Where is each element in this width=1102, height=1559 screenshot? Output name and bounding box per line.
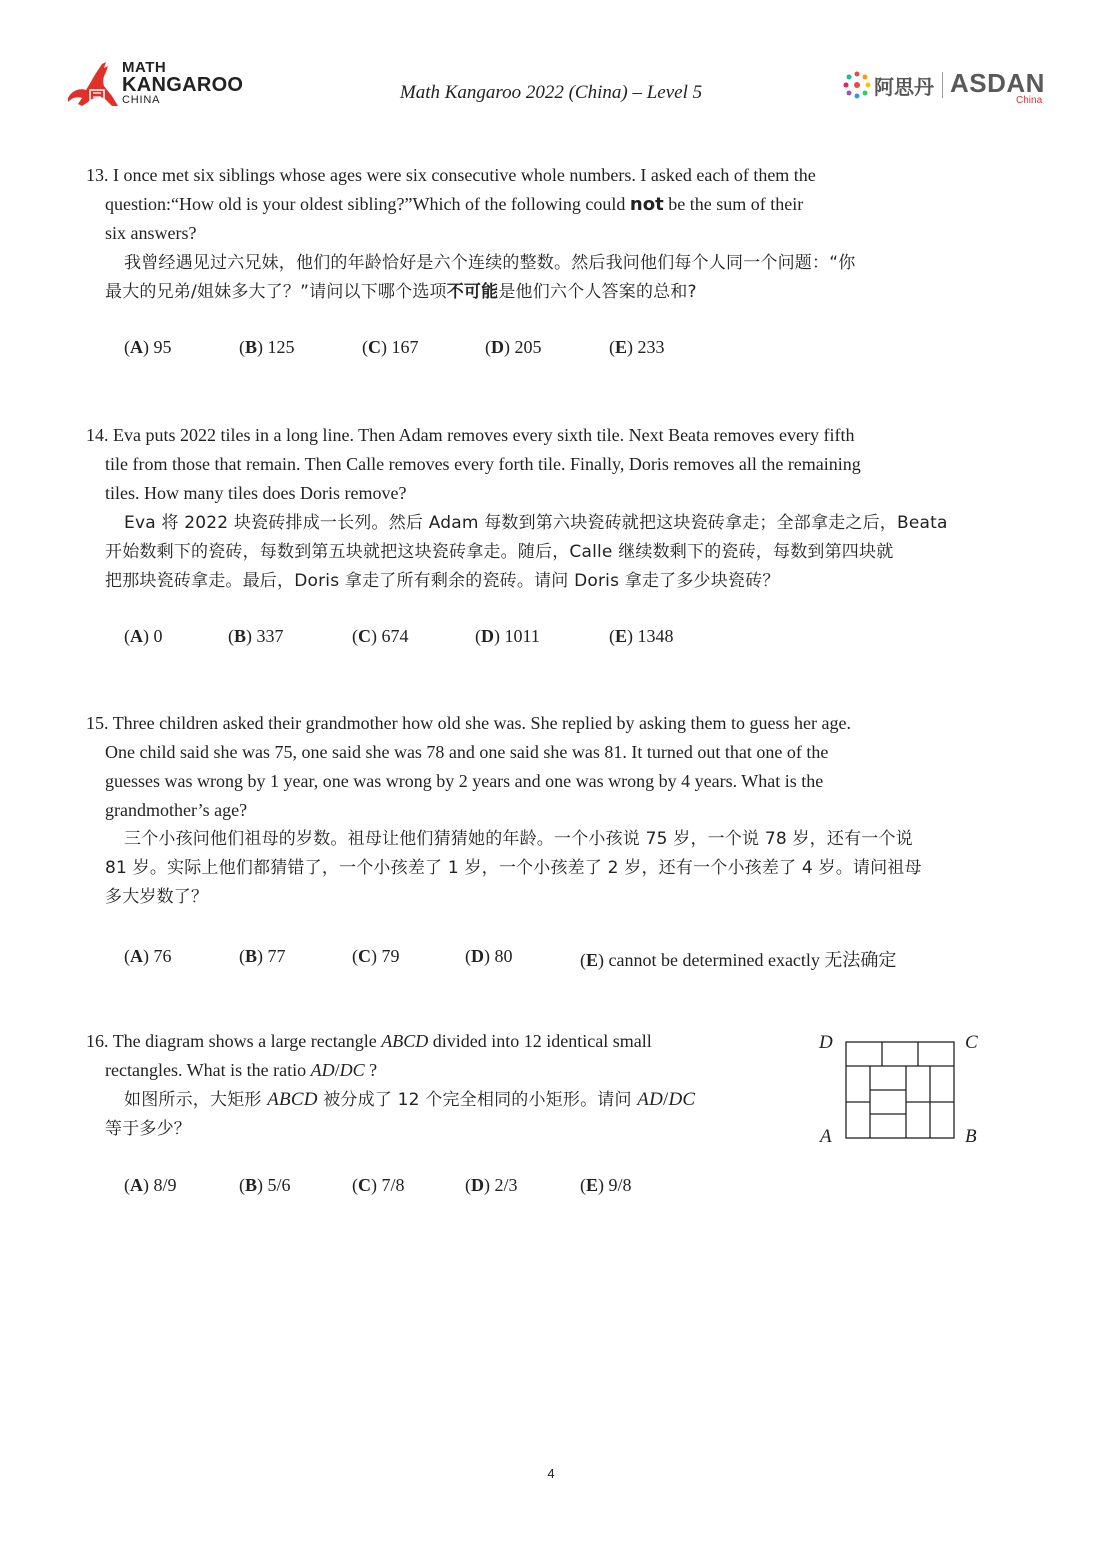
- question-text-cn: 多大岁数了？: [105, 887, 209, 907]
- label-c: C: [965, 1032, 978, 1053]
- question-text-cn: 最大的兄弟/姐妹多大了？”请问以下哪个选项: [105, 282, 447, 302]
- question-text: question:“How old is your oldest sibling?”Which of the following could: [105, 194, 630, 214]
- page-header-title: Math Kangaroo 2022 (China) – Level 5: [399, 82, 703, 103]
- question-text: tile from those that remain. Then Calle removes every forth tile. Finally, Doris removes all the remaining: [105, 454, 861, 474]
- answer-options: [0, 946, 1102, 972]
- question-text-cn: 把那块瓷砖拿走。最后，Doris 拿走了所有剩余的瓷砖。请问 Doris 拿走了多少块瓷砖？: [105, 571, 780, 591]
- question-text-cn: 被分成了 12 个完全相同的小矩形。请问: [317, 1090, 638, 1110]
- question-16: [86, 1027, 786, 1144]
- label-a: A: [820, 1126, 832, 1147]
- question-text-cn: 如图所示，大矩形: [124, 1090, 268, 1110]
- label-d: D: [819, 1032, 833, 1053]
- option-d: (D) 2/3: [465, 1175, 518, 1195]
- question-text-cn: 81 岁。实际上他们都猜错了，一个小孩差了 1 岁，一个小孩差了 2 岁，还有一个小孩差了 4 岁。请问祖母: [105, 858, 922, 878]
- question-text: ?: [364, 1060, 378, 1080]
- question-text: divided into 12 identical small: [428, 1031, 652, 1051]
- question-text-cn: 开始数剩下的瓷砖，每数到第五块就把这块瓷砖拿走。随后，Calle 继续数剩下的瓷砖，每数到第四块就: [105, 542, 894, 562]
- question-text: One child said she was 75, one said she was 78 and one said she was 81. It turned out that one of the: [105, 742, 829, 762]
- question-number: 13.: [86, 165, 109, 185]
- question-text-cn: 等于多少？: [105, 1119, 191, 1139]
- option-d: (D) 80: [465, 946, 513, 966]
- option-c: (C) 7/8: [352, 1175, 405, 1195]
- option-e: (E) 9/8: [580, 1175, 632, 1195]
- math-ad: AD: [637, 1089, 664, 1110]
- grid-svg: [815, 1030, 990, 1150]
- question-13: [86, 161, 1006, 307]
- question-number: 16.: [86, 1031, 109, 1051]
- option-a: (A) 8/9: [124, 1175, 177, 1195]
- math-abcd: ABCD: [381, 1031, 429, 1051]
- label-b: B: [965, 1126, 977, 1147]
- question-text-cn: 我曾经遇见过六兄妹，他们的年龄恰好是六个连续的整数。然后我问他们每个人同一个问题：“你: [124, 253, 856, 273]
- math-abcd: ABCD: [267, 1089, 318, 1110]
- option-e: (E) 1348: [609, 626, 674, 646]
- question-text: tiles. How many tiles does Doris remove?: [105, 483, 407, 503]
- option-c: (C) 79: [352, 946, 400, 966]
- math-slash: /: [334, 1060, 340, 1080]
- question-text: Three children asked their grandmother how old she was. She replied by asking them to guess her age.: [112, 713, 851, 733]
- question-text: The diagram shows a large rectangle: [112, 1031, 382, 1051]
- option-b: (B) 125: [239, 337, 295, 357]
- math-slash: /: [663, 1089, 669, 1110]
- page-number: 4: [547, 1466, 555, 1481]
- asdan-logo: [842, 68, 1045, 108]
- asdan-china-text: China: [1016, 95, 1043, 106]
- logo-math-text: MATH: [122, 59, 167, 76]
- math-ad: AD: [310, 1060, 335, 1080]
- option-e: (E) 233: [609, 337, 665, 357]
- question-text-cn: 是他们六个人答案的总和?: [498, 282, 697, 302]
- asdan-en-text: ASDAN: [950, 68, 1045, 98]
- question-number: 14.: [86, 425, 109, 445]
- question-text: guesses was wrong by 1 year, one was wrong by 2 years and one was wrong by 4 years. What is the: [105, 771, 824, 791]
- question-text: grandmother’s age?: [105, 800, 248, 820]
- option-c: (C) 674: [352, 626, 409, 646]
- option-c: (C) 167: [362, 337, 419, 357]
- question-text: be the sum of their: [663, 194, 804, 214]
- question-text-cn: 三个小孩问他们祖母的岁数。祖母让他们猜猜她的年龄。一个小孩说 75 岁，一个说 78 岁，还有一个说: [124, 829, 913, 849]
- option-a: (A) 95: [124, 337, 172, 357]
- option-e: (E) cannot be determined exactly 无法确定: [580, 950, 897, 970]
- question-text: rectangles. What is the ratio: [105, 1060, 311, 1080]
- question-15: [86, 709, 1006, 912]
- emphasis-cn: 不可能: [446, 282, 499, 302]
- answer-options: [0, 337, 1102, 363]
- question-number: 15.: [86, 713, 109, 733]
- option-b: (B) 77: [239, 946, 286, 966]
- answer-options: [0, 626, 1102, 652]
- logo-china-text: CHINA: [122, 94, 161, 106]
- option-a: (A) 0: [124, 626, 163, 646]
- math-dc: DC: [668, 1089, 696, 1110]
- rectangle-diagram: [815, 1030, 990, 1150]
- logo-kangaroo-text: KANGAROO: [122, 74, 244, 96]
- option-a: (A) 76: [124, 946, 172, 966]
- option-b: (B) 337: [228, 626, 284, 646]
- question-text: I once met six siblings whose ages were six consecutive whole numbers. I asked each of them the: [113, 165, 816, 185]
- question-text-cn: Eva 将 2022 块瓷砖排成一长列。然后 Adam 每数到第六块瓷砖就把这块瓷砖拿走；全部拿走之后，Beata: [124, 513, 948, 533]
- option-b: (B) 5/6: [239, 1175, 291, 1195]
- asdan-cn-text: 阿思丹: [874, 75, 934, 99]
- asdan-flower-icon: [842, 70, 872, 104]
- answer-options: [0, 1175, 1102, 1201]
- option-d: (D) 205: [485, 337, 542, 357]
- question-text: Eva puts 2022 tiles in a long line. Then Adam removes every sixth tile. Next Beata removes every fifth: [113, 425, 855, 445]
- option-d: (D) 1011: [475, 626, 540, 646]
- question-14: [86, 421, 1006, 596]
- logo-divider: [942, 72, 943, 98]
- question-text: six answers?: [105, 223, 197, 243]
- math-dc: DC: [339, 1060, 365, 1080]
- emphasis-not: not: [629, 194, 664, 215]
